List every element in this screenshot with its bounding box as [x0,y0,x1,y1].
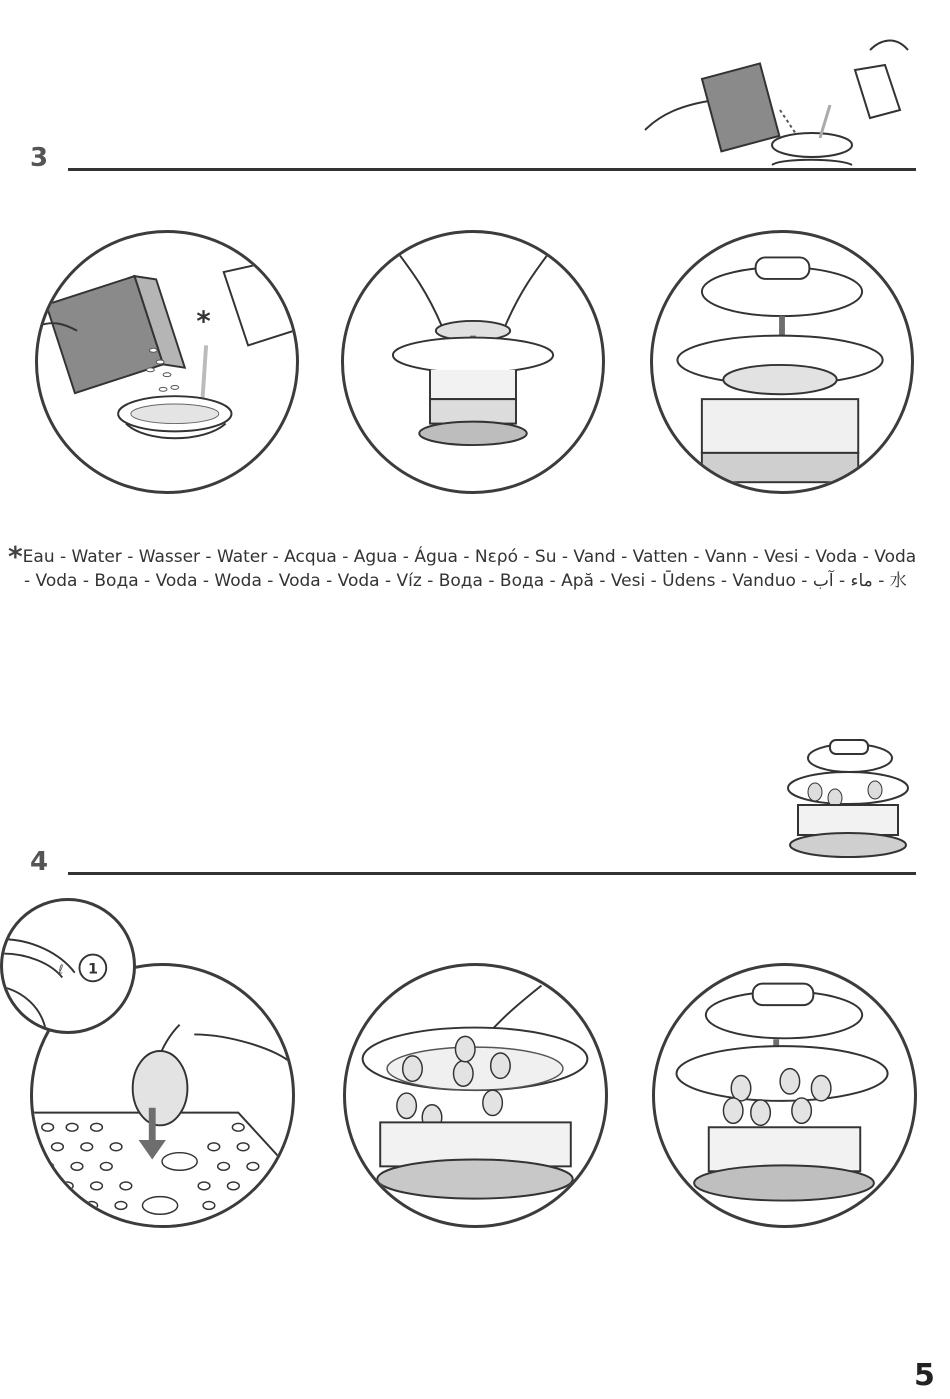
step-4-number: 4 [30,847,49,877]
jug-icon [224,262,294,345]
egg-icon [808,783,822,801]
steamer-base-icon [694,1165,874,1200]
step-4-panel-2 [343,963,608,1228]
egg-icon [792,1098,812,1123]
egg-icon [483,1090,503,1115]
egg-icon [751,1100,771,1125]
jug-icon [855,65,900,118]
egg-icon [723,1098,743,1123]
egg-icon [455,1036,475,1061]
step-4-divider [68,872,916,875]
footnote-marker: * [8,540,23,573]
level-number: 1 [88,961,99,978]
egg-icon [491,1053,511,1078]
egg-icon [780,1069,800,1094]
rice-box-icon [702,63,779,151]
step-4-panel-3 [652,963,917,1228]
step-3-number: 3 [30,143,49,173]
steamer-base-icon [377,1160,572,1199]
egg-icon [731,1075,751,1100]
egg-icon [868,781,882,799]
step-4-panel-1-inset [0,898,136,1034]
rice-box-icon [46,270,185,402]
footnote-line-2: - Voda - Вода - Voda - Woda - Voda - Voda - Víz - Вода - Вода - Apă - Vesi - Ūdens - Vanduo - ماء - آب - 水 [24,571,907,591]
step-4-header-illustration [780,730,920,870]
water-translations-line-2 [24,566,907,591]
egg-icon [133,1051,188,1125]
egg-icon [403,1056,423,1081]
egg-icon [811,1075,831,1100]
rice-bowl-icon [723,365,836,394]
page-number: 5 [914,1358,935,1393]
svg-text:ℓ: ℓ [58,961,64,977]
step-3-header-illustration [640,30,910,170]
footnote-line-1: Eau - Water - Wasser - Water - Acqua - Agua - Água - Νερό - Su - Vand - Vatten - Vann - Vesi - Voda - Voda [22,547,917,567]
step-3-panel-3 [650,230,914,494]
step-3-panel-1 [35,230,299,494]
water-marker: * [196,306,211,338]
egg-icon [397,1093,417,1118]
bowl-icon [772,133,852,157]
step-3-panel-2 [341,230,605,494]
egg-icon [454,1061,474,1086]
steamer-base-icon [419,422,527,445]
